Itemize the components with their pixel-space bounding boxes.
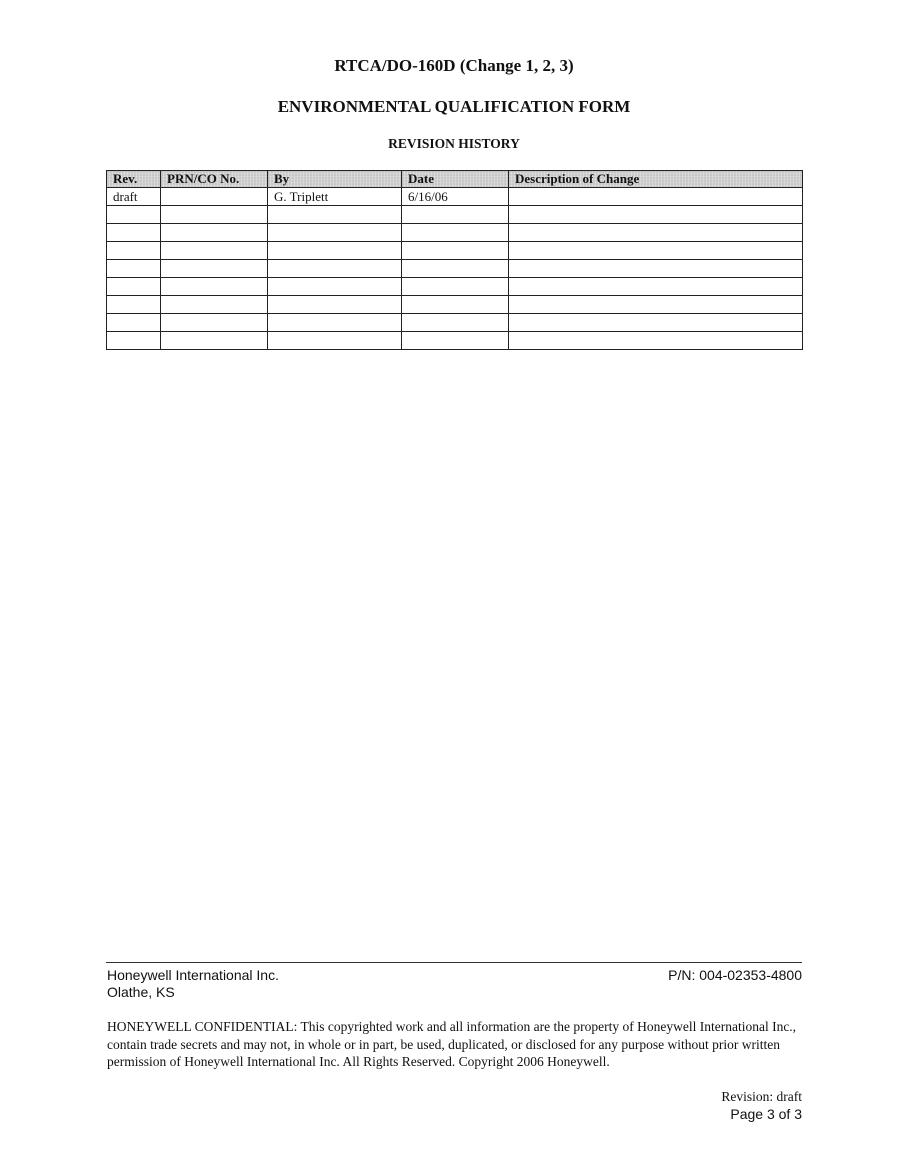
table-row [107, 260, 803, 278]
cell-date [402, 242, 509, 260]
document-title: RTCA/DO-160D (Change 1, 2, 3) [334, 56, 574, 75]
cell-date [402, 296, 509, 314]
cell-prn-co-no [161, 278, 268, 296]
cell-date [402, 332, 509, 350]
table-row [107, 332, 803, 350]
cell-rev [107, 242, 161, 260]
cell-by [268, 296, 402, 314]
cell-description [509, 206, 803, 224]
cell-rev: draft [107, 188, 161, 206]
cell-by [268, 332, 402, 350]
revision-history-heading: REVISION HISTORY [388, 136, 520, 151]
cell-prn-co-no [161, 260, 268, 278]
confidentiality-notice: HONEYWELL CONFIDENTIAL: This copyrighted work and all information are the property of Honeywell International Inc., contain trade secrets and may not, in whole or in part, be used, duplicated, or disclosed for any purpose without prior written permission of Honeywell International Inc. All Rights Reserved. Copyright 2006 Honeywell. [107, 1019, 797, 1069]
cell-rev [107, 206, 161, 224]
cell-date [402, 278, 509, 296]
cell-date [402, 314, 509, 332]
form-title: ENVIRONMENTAL QUALIFICATION FORM [277, 97, 631, 116]
column-header-prn-co-no: PRN/CO No. [161, 171, 268, 188]
cell-date [402, 260, 509, 278]
footer-page-number: Page 3 of 3 [730, 1106, 802, 1122]
cell-rev [107, 278, 161, 296]
table-row [107, 296, 803, 314]
cell-prn-co-no [161, 332, 268, 350]
cell-description [509, 314, 803, 332]
cell-by [268, 260, 402, 278]
table-row [107, 278, 803, 296]
footer-divider [106, 962, 802, 963]
table-row [107, 314, 803, 332]
cell-prn-co-no [161, 242, 268, 260]
footer-city: Olathe, KS [107, 984, 175, 1000]
cell-rev [107, 224, 161, 242]
table-row [107, 242, 803, 260]
revision-history-table [106, 170, 803, 350]
cell-rev [107, 314, 161, 332]
cell-description [509, 296, 803, 314]
cell-prn-co-no [161, 188, 268, 206]
cell-by [268, 206, 402, 224]
column-header-description: Description of Change [509, 171, 803, 188]
cell-rev [107, 296, 161, 314]
cell-by [268, 314, 402, 332]
column-header-date: Date [402, 171, 509, 188]
cell-prn-co-no [161, 224, 268, 242]
cell-by: G. Triplett [268, 188, 402, 206]
cell-date [402, 206, 509, 224]
footer-company: Honeywell International Inc. [107, 967, 279, 983]
cell-by [268, 224, 402, 242]
cell-prn-co-no [161, 314, 268, 332]
cell-description [509, 188, 803, 206]
table-header-row [107, 171, 803, 188]
table-row [107, 188, 803, 206]
column-header-rev: Rev. [107, 171, 161, 188]
table-row [107, 224, 803, 242]
cell-date [402, 224, 509, 242]
cell-description [509, 242, 803, 260]
footer-part-number: P/N: 004-02353-4800 [668, 967, 802, 983]
cell-description [509, 260, 803, 278]
cell-description [509, 224, 803, 242]
cell-rev [107, 260, 161, 278]
cell-rev [107, 332, 161, 350]
footer-revision: Revision: draft [721, 1089, 802, 1104]
cell-description [509, 332, 803, 350]
column-header-by: By [268, 171, 402, 188]
cell-by [268, 278, 402, 296]
cell-description [509, 278, 803, 296]
cell-prn-co-no [161, 206, 268, 224]
cell-date: 6/16/06 [402, 188, 509, 206]
cell-by [268, 242, 402, 260]
cell-prn-co-no [161, 296, 268, 314]
table-row [107, 206, 803, 224]
